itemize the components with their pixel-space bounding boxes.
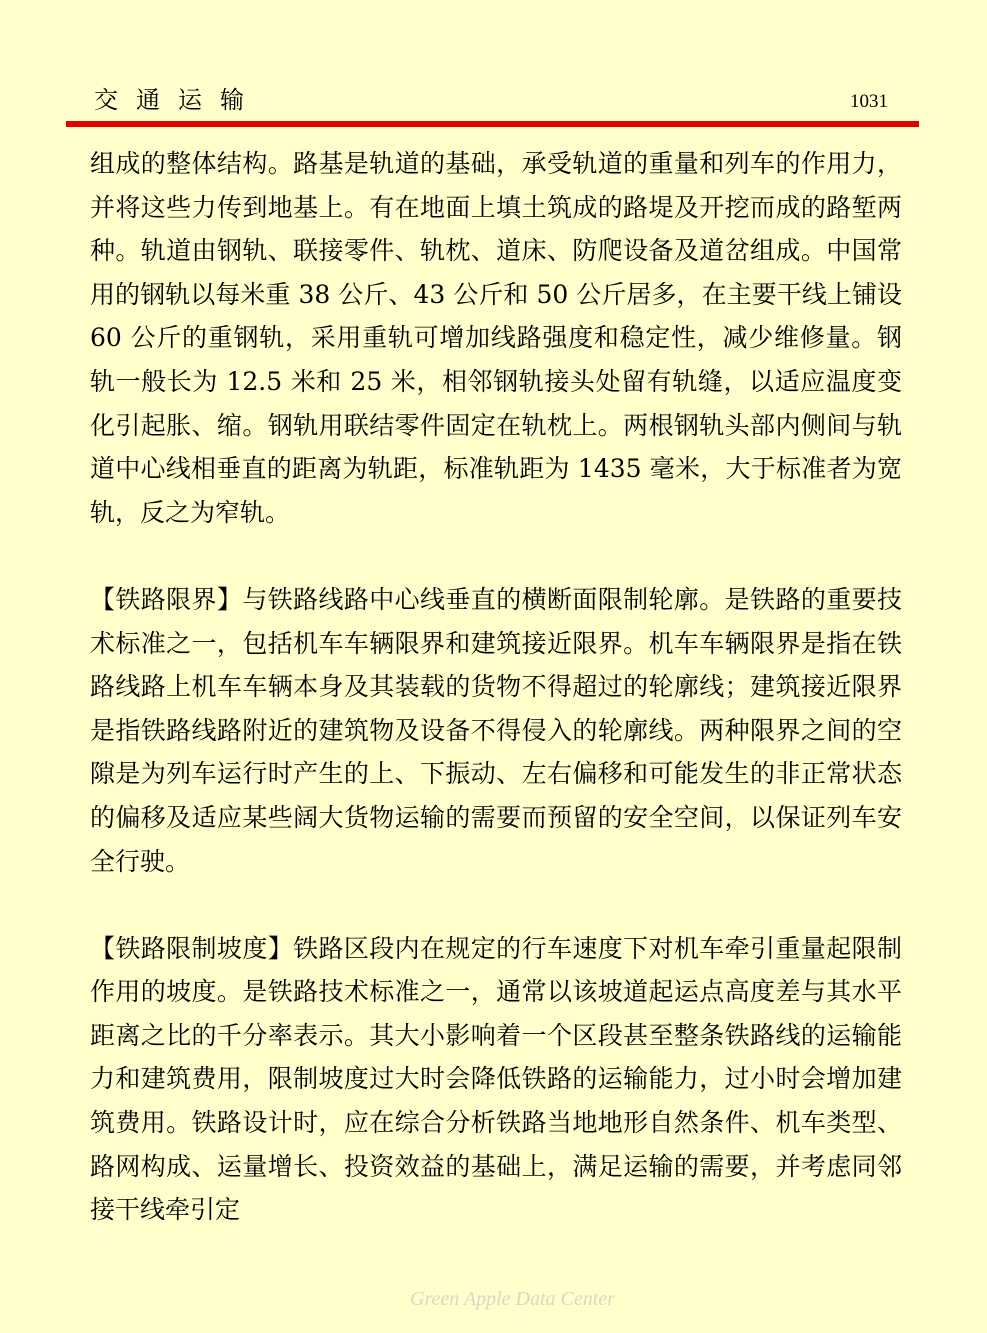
body-text xyxy=(90,142,902,1232)
page-number: 1031 xyxy=(850,91,888,112)
header-divider xyxy=(66,121,919,127)
paragraph-text: 铁路区段内在规定的行车速度下对机车牵引重量起限制作用的坡度。是铁路技术标准之一，通常以该坡道起运点高度差与其水平距离之比的千分率表示。其大小影响着一个区段甚至整条铁路线的运输能力和建筑费用，限制坡度过大时会降低铁路的运输能力，过小时会增加建筑费用。铁路设计时，应在综合分析铁路当地地形自然条件、机车类型、路网构成、运量增长、投资效益的基础上，满足运输的需要，并考虑同邻接干线牵引定 xyxy=(90,933,902,1225)
paragraph-text: 与铁路线路中心线垂直的横断面限制轮廓。是铁路的重要技术标准之一，包括机车车辆限界和建筑接近限界。机车车辆限界是指在铁路线路上机车车辆本身及其装载的货物不得超过的轮廓线；建筑接近限界是指铁路线路附近的建筑物及设备不得侵入的轮廓线。两种限界之间的空隙是为列车运行时产生的上、下振动、左右偏移和可能发生的非正常状态的偏移及适应某些阔大货物运输的需要而预留的安全空间，以保证列车安全行驶。 xyxy=(90,584,902,876)
section-title: 交通运输 xyxy=(94,86,262,114)
paragraph-ruling-gradient xyxy=(90,927,902,1232)
entry-term: 【铁路限制坡度】 xyxy=(90,933,294,963)
paragraph-railway-clearance xyxy=(90,578,902,883)
paragraph-track-structure xyxy=(90,142,902,534)
watermark: Green Apple Data Center xyxy=(410,1288,615,1310)
entry-term: 【铁路限界】 xyxy=(90,584,243,614)
paragraph-text: 组成的整体结构。路基是轨道的基础，承受轨道的重量和列车的作用力，并将这些力传到地基上。有在地面上填土筑成的路堤及开挖而成的路堑两种。轨道由钢轨、联接零件、轨枕、道床、防爬设备及道岔组成。中国常用的钢轨以每米重 38 公斤、43 公斤和 50 公斤居多，在主要干线上铺设 60 公斤的重钢轨，采用重轨可增加线路强度和稳定性，减少维修量。钢轨一般长为 12.5 米和 25 米，相邻钢轨接头处留有轨缝，以适应温度变化引起胀、缩。钢轨用联结零件固定在轨枕上。两根钢轨头部内侧间与轨道中心线相垂直的距离为轨距，标准轨距为 1435 毫米，大于标准者为宽轨，反之为窄轨。 xyxy=(90,149,902,527)
